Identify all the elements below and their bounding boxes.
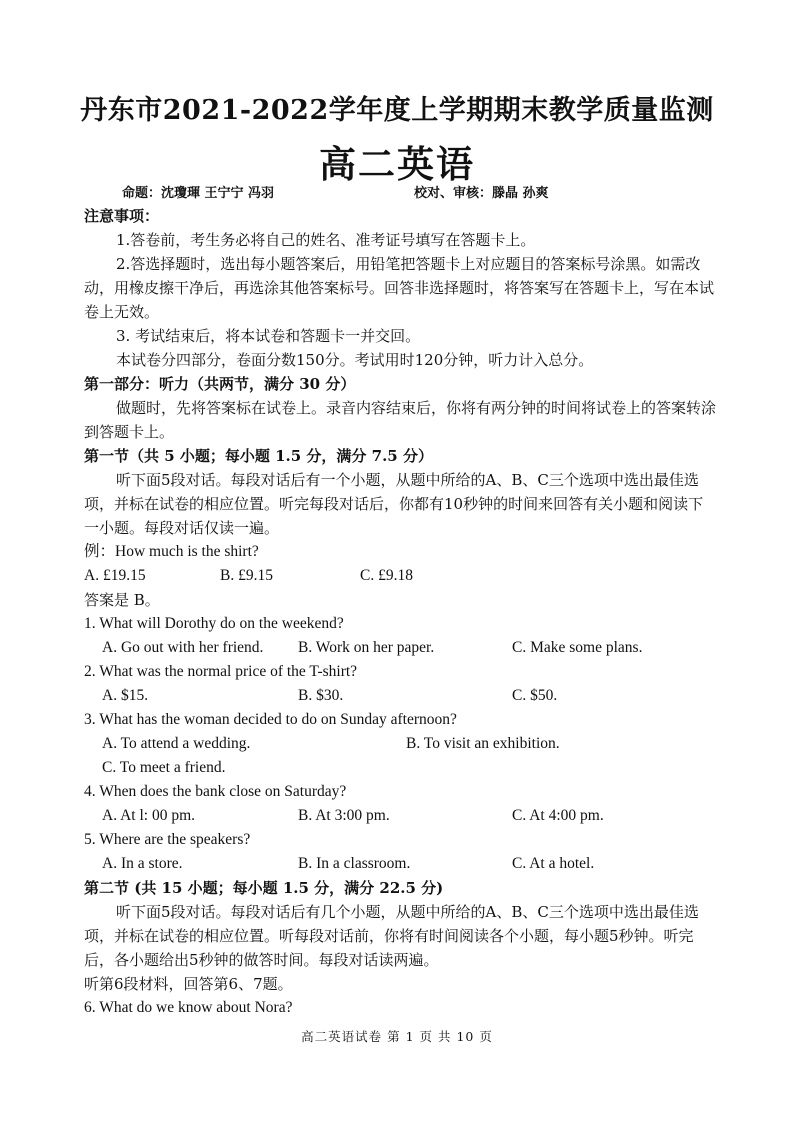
exam-body [84, 204, 716, 1020]
question-5-options [84, 852, 716, 876]
question-2-options [84, 684, 716, 708]
note-item: 2.答选择题时，选出每小题答案后，用铅笔把答题卡上对应题目的答案标号涂黑。如需改动，用橡皮擦干净后，再选涂其他答案标号。回答非选择题时，将答案写在答题卡上，写在本试卷上无效。 [84, 255, 715, 321]
note-item: 本试卷分四部分，卷面分数150分。考试用时120分钟，听力计入总分。 [116, 351, 594, 369]
option-c: C. At 4:00 pm. [512, 807, 604, 824]
notes-heading: 注意事项： [84, 207, 160, 225]
material-instruction: 听第6段材料，回答第6、7题。 [84, 975, 293, 993]
example-answer: 答案是 B。 [84, 591, 160, 609]
part1-heading: 第一部分：听力（共两节，满分 30 分） [84, 375, 356, 393]
question-5: 5. Where are the speakers? [84, 831, 251, 848]
question-6: 6. What do we know about Nora? [84, 999, 293, 1016]
option-c: C. At a hotel. [512, 855, 595, 872]
exam-title: 丹东市2021-2022学年度上学期期末教学质量监测 [80, 95, 714, 126]
question-2: 2. What was the normal price of the T-shirt? [84, 663, 358, 680]
option-b: B. In a classroom. [298, 855, 411, 872]
note-item: 1.答卷前，考生务必将自己的姓名、准考证号填写在答题卡上。 [116, 231, 536, 249]
option-c: C. To meet a friend. [102, 759, 226, 776]
example-question: 例：How much is the shirt? [84, 543, 259, 560]
section2-heading: 第二节 (共 15 小题；每小题 1.5 分，满分 22.5 分) [84, 879, 444, 897]
question-4: 4. When does the bank close on Saturday? [84, 783, 347, 800]
question-3-options-ab [84, 732, 716, 756]
authors-line: 命题：沈瓊琿 王宁宁 冯羽 [122, 186, 275, 201]
option-b: B. $30. [298, 687, 344, 704]
section2-intro: 听下面5段对话。每段对话后有几个小题，从题中所给的A、B、C三个选项中选出最佳选项，并标在试卷的相应位置。听每段对话前，你将有时间阅读各个小题，每小题5秒钟。听完后，各小题给出5秒钟的做答时间。每段对话读两遍。 [84, 903, 699, 969]
option-c: C. $50. [512, 687, 558, 704]
option-b: B. To visit an exhibition. [406, 735, 560, 752]
question-3-options-c [84, 756, 716, 780]
question-1: 1. What will Dorothy do on the weekend? [84, 615, 344, 632]
option-b: B. At 3:00 pm. [298, 807, 390, 824]
question-1-options [84, 636, 716, 660]
option-c: C. Make some plans. [512, 639, 643, 656]
reviewers-line: 校对、审核：滕晶 孙爽 [414, 186, 549, 201]
option-b: B. £9.15 [220, 567, 273, 584]
option-a: A. Go out with her friend. [102, 639, 264, 656]
note-item: 3. 考试结束后，将本试卷和答题卡一并交回。 [116, 327, 421, 345]
question-3: 3. What has the woman decided to do on Sunday afternoon? [84, 711, 457, 728]
option-a: A. $15. [102, 687, 149, 704]
option-a: A. At l: 00 pm. [102, 807, 196, 824]
option-c: C. £9.18 [360, 567, 413, 584]
question-4-options [84, 804, 716, 828]
option-a: A. To attend a wedding. [102, 735, 251, 752]
option-b: B. Work on her paper. [298, 639, 435, 656]
option-a: A. £19.15 [84, 567, 146, 584]
option-a: A. In a store. [102, 855, 183, 872]
subject-title: 高二英语 [319, 142, 475, 186]
part1-intro: 做题时，先将答案标在试卷上。录音内容结束后，你将有两分钟的时间将试卷上的答案转涂到答题卡上。 [84, 399, 717, 441]
section1-heading: 第一节（共 5 小题；每小题 1.5 分，满分 7.5 分） [84, 447, 433, 465]
page-footer: 高二英语试卷 第 1 页 共 10 页 [301, 1029, 493, 1044]
example-options [84, 564, 716, 588]
section1-intro: 听下面5段对话。每段对话后有一个小题，从题中所给的A、B、C三个选项中选出最佳选项，并标在试卷的相应位置。听完每段对话后，你都有10秒钟的时间来回答有关小题和阅读下一小题。每段对话仅读一遍。 [84, 471, 704, 537]
